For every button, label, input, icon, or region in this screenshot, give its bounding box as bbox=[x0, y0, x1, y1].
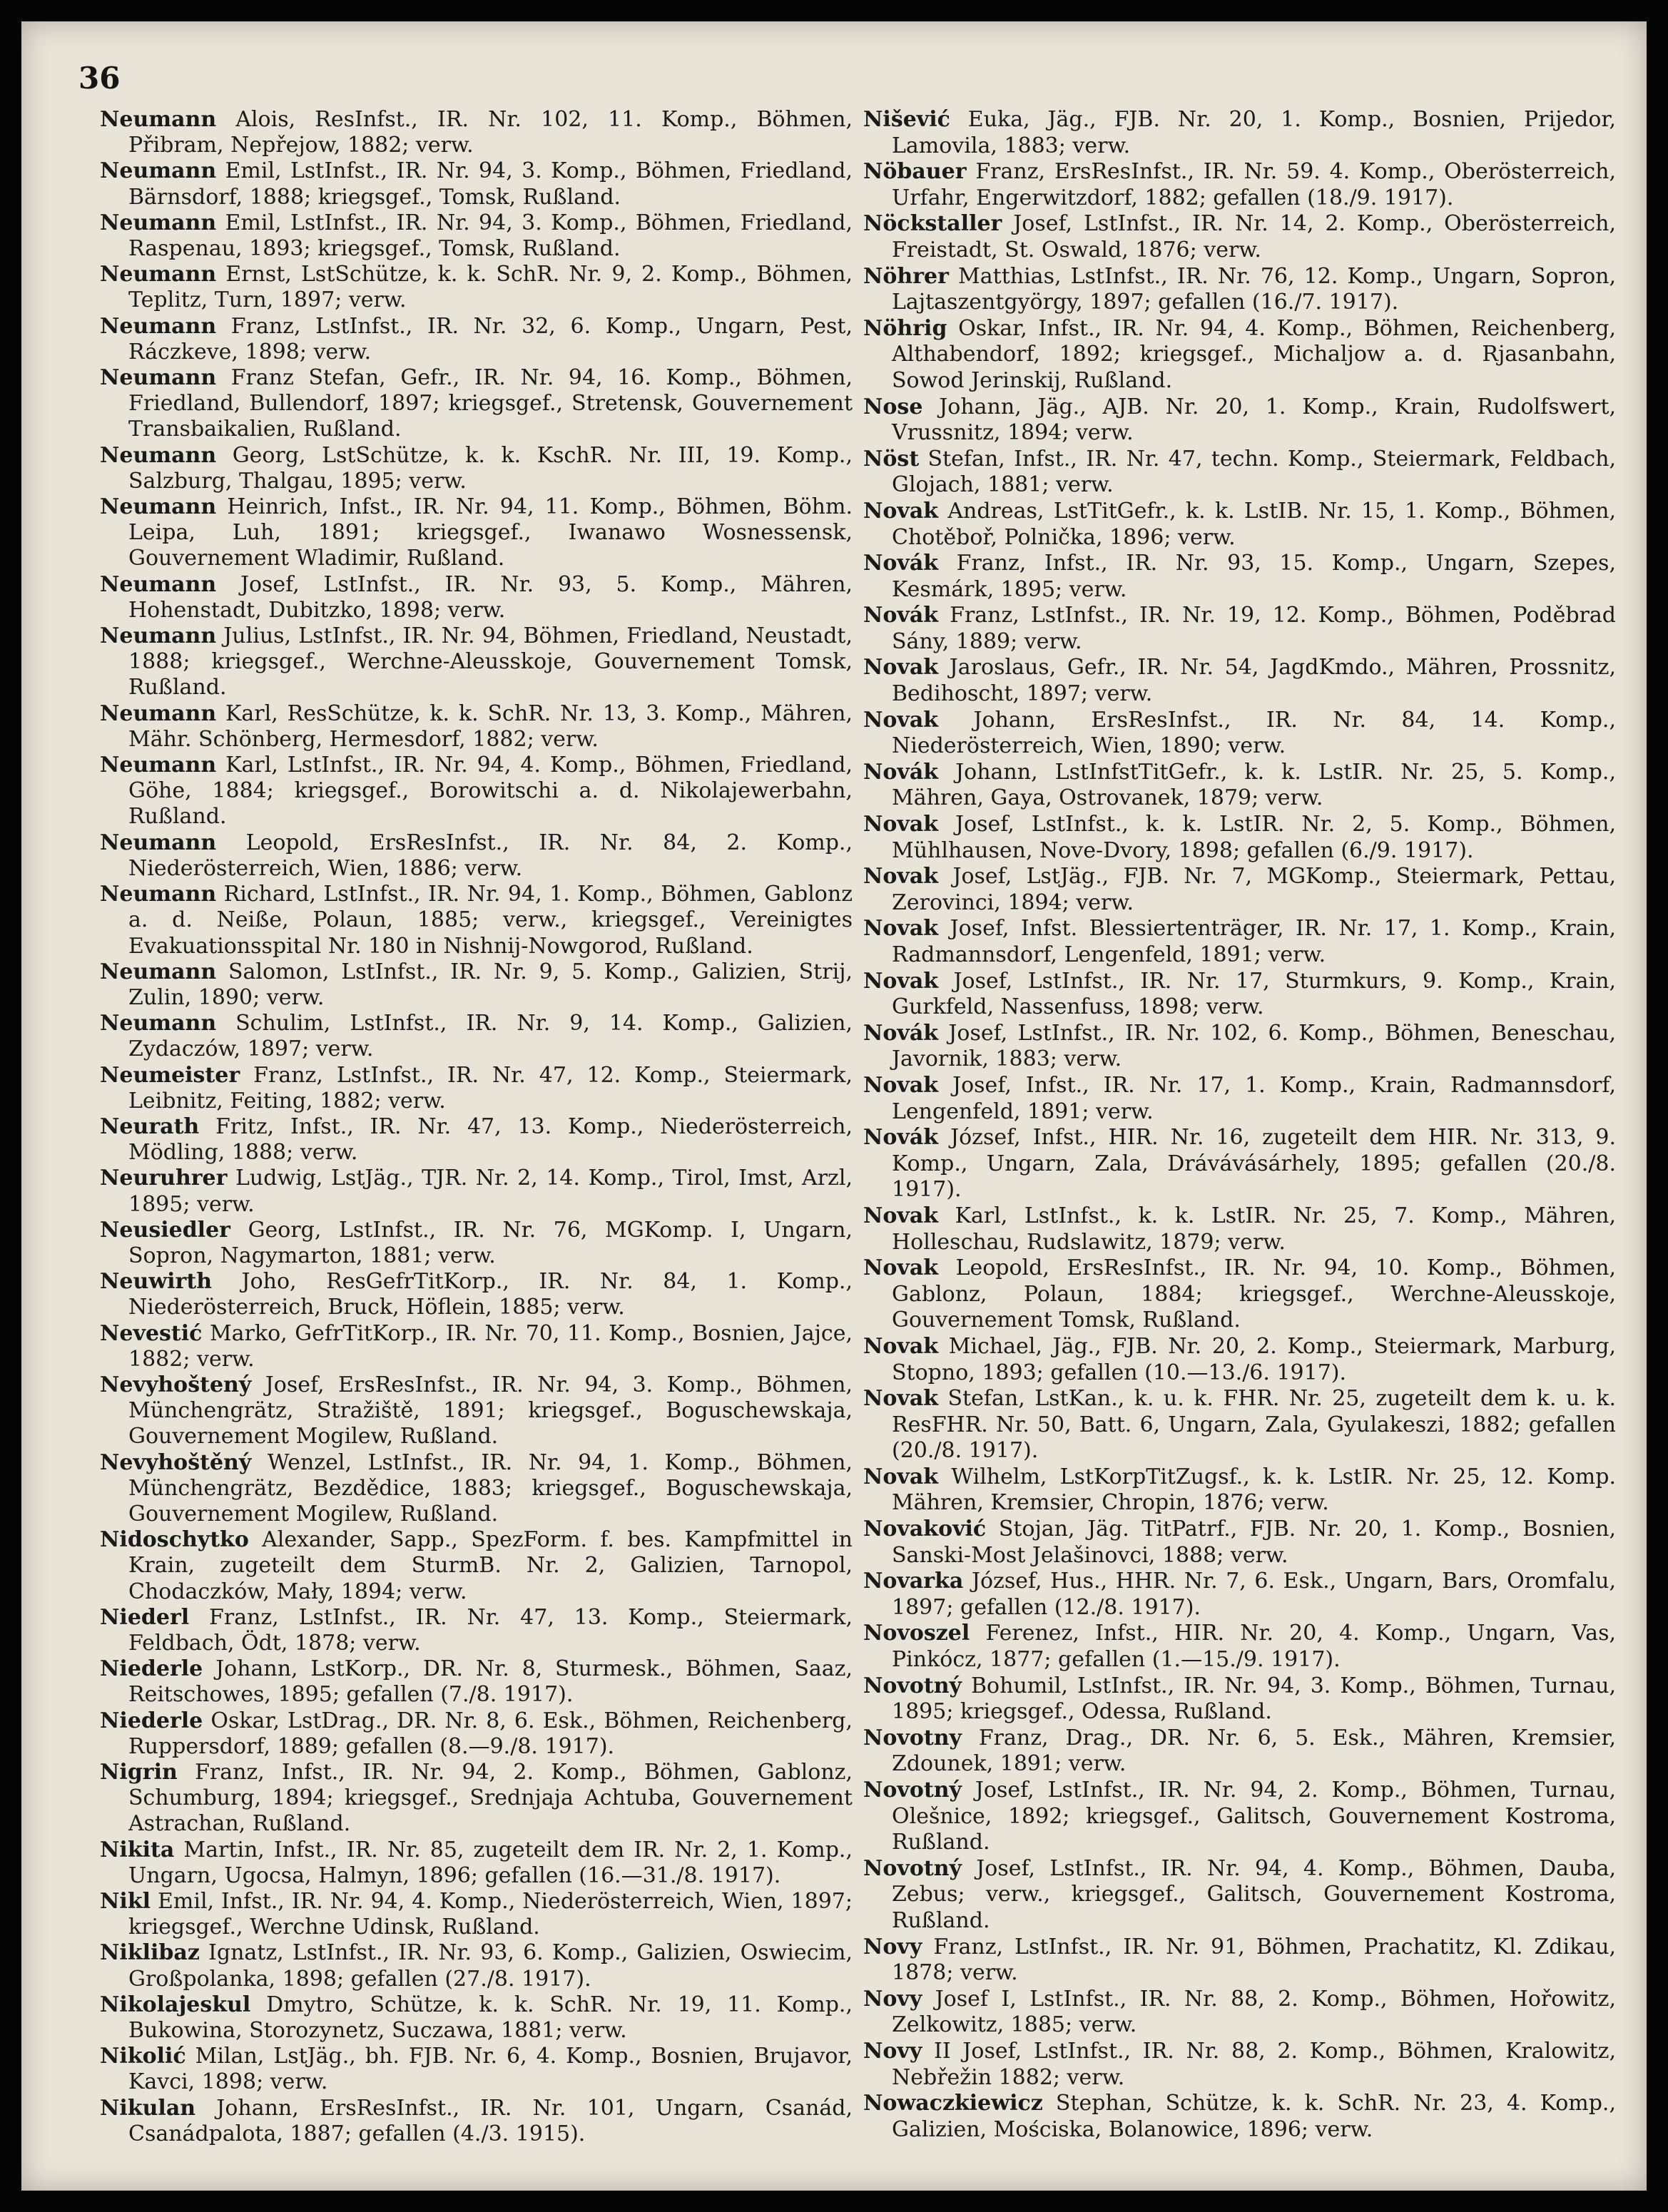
entry-details: Euka, Jäg., FJB. Nr. 20, 1. Komp., Bosnien, Prijedor, Lamovila, 1883; verw. bbox=[892, 107, 1616, 158]
entry-surname: Novaković bbox=[863, 1517, 987, 1542]
entry-surname: Novak bbox=[863, 707, 939, 733]
entry-surname: Neuruhrer bbox=[100, 1166, 228, 1191]
entry-details: Josef, LstInfst., IR. Nr. 17, Sturmkurs, 9. Komp., Krain, Gurkfeld, Nassenfuss, 1898; verw. bbox=[892, 968, 1616, 1020]
entry-surname: Novák bbox=[863, 603, 939, 628]
entry-details: Stefan, LstKan., k. u. k. FHR. Nr. 25, zugeteilt dem k. u. k. ResFHR. Nr. 50, Batt. 6, Ungarn, Zala, Gyulakeszi, 1882; gefallen (20./8. 1917). bbox=[892, 1386, 1616, 1464]
register-entry bbox=[863, 864, 1616, 916]
entry-details: Andreas, LstTitGefr., k. k. LstIB. Nr. 15, 1. Komp., Böhmen, Chotěboř, Polnička, 1896; verw. bbox=[892, 498, 1616, 550]
entry-details: Josef, LstInfst., IR. Nr. 94, 2. Komp., Böhmen, Turnau, Olešnice, 1892; kriegsgef., Galitsch, Gouvernement Kostroma, Rußland. bbox=[892, 1778, 1616, 1855]
entry-details: Josef I, LstInfst., IR. Nr. 88, 2. Komp., Böhmen, Hořowitz, Zelkowitz, 1885; verw. bbox=[892, 1986, 1616, 2038]
register-entry bbox=[863, 107, 1616, 159]
entry-details: Emil, Infst., IR. Nr. 94, 4. Komp., Niederösterreich, Wien, 1897; kriegsgef., Werchne Udinsk, Rußland. bbox=[128, 1889, 853, 1940]
entry-details: Josef, Infst. Blessiertenträger, IR. Nr. 17, 1. Komp., Krain, Radmannsdorf, Lengenfeld, 1891; verw. bbox=[892, 916, 1616, 967]
entry-details: Ferenez, Infst., HIR. Nr. 20, 4. Komp., Ungarn, Vas, Pinkócz, 1877; gefallen (1.—15./9. 1917). bbox=[892, 1621, 1617, 1673]
register-entry bbox=[863, 603, 1616, 655]
register-entry bbox=[863, 1073, 1616, 1125]
entry-details: Stefan, Infst., IR. Nr. 47, techn. Komp., Steiermark, Feldbach, Glojach, 1881; verw. bbox=[892, 446, 1616, 498]
register-entry bbox=[100, 1321, 853, 1372]
register-entry bbox=[863, 316, 1616, 394]
entry-surname: Nikl bbox=[100, 1889, 151, 1915]
entry-surname: Nowaczkiewicz bbox=[863, 2091, 1043, 2116]
register-entry bbox=[100, 2044, 853, 2095]
register-entry bbox=[100, 882, 853, 959]
entry-surname: Neumann bbox=[100, 753, 217, 778]
register-entry bbox=[863, 2039, 1616, 2091]
entry-details: Jaroslaus, Gefr., IR. Nr. 54, JagdKmdo., Mähren, Prossnitz, Bedihoscht, 1897; verw. bbox=[892, 655, 1616, 707]
entry-surname: Novák bbox=[863, 759, 939, 785]
left-column bbox=[100, 107, 853, 2147]
entry-details: Ernst, LstSchütze, k. k. SchR. Nr. 9, 2. Komp., Böhmen, Teplitz, Turn, 1897; verw. bbox=[128, 262, 853, 313]
entry-surname: Novotný bbox=[863, 1778, 962, 1803]
entry-details: Martin, Infst., IR. Nr. 85, zugeteilt dem IR. Nr. 2, 1. Komp., Ungarn, Ugocsa, Halmyn, 1896; gefallen (16.—31./8. 1917). bbox=[128, 1837, 853, 1888]
entry-surname: Nöbauer bbox=[863, 159, 967, 185]
entry-details: Richard, LstInfst., IR. Nr. 94, 1. Komp., Böhmen, Gablonz a. d. Neiße, Polaun, 1885; verw., kriegsgef., Vereinigtes Evakuationsspital Nr. 180 in Nishnij-Nowgorod, Rußland. bbox=[128, 882, 853, 959]
register-entry bbox=[100, 1269, 853, 1320]
register-entry bbox=[863, 551, 1616, 603]
entry-surname: Novotný bbox=[863, 1855, 962, 1881]
entry-details: II Josef, LstInfst., IR. Nr. 88, 2. Komp., Böhmen, Kralowitz, Nebřežin 1882; verw. bbox=[892, 2038, 1616, 2090]
entry-details: Georg, LstSchütze, k. k. KschR. Nr. III, 19. Komp., Salzburg, Thalgau, 1895; verw. bbox=[128, 442, 853, 494]
entry-details: Franz, LstInfst., IR. Nr. 32, 6. Komp., Ungarn, Pest, Ráczkeve, 1898; verw. bbox=[128, 313, 853, 365]
register-entry bbox=[100, 2096, 853, 2147]
entry-surname: Nose bbox=[863, 394, 923, 419]
entry-details: Oskar, LstDrag., DR. Nr. 8, 6. Esk., Böhmen, Reichenberg, Ruppersdorf, 1889; gefallen (8.—9./8. 1917). bbox=[128, 1708, 853, 1759]
register-entry bbox=[100, 1889, 853, 1940]
entry-surname: Nöckstaller bbox=[863, 211, 1002, 237]
entry-surname: Neumann bbox=[100, 1011, 217, 1036]
entry-surname: Novak bbox=[863, 498, 939, 524]
entry-surname: Novy bbox=[863, 1934, 922, 1959]
register-entry bbox=[100, 830, 853, 882]
entry-details: Josef, LstInfst., k. k. LstIR. Nr. 2, 5. Komp., Böhmen, Mühlhausen, Nove-Dvory, 1898; gefallen (6./9. 1917). bbox=[892, 812, 1616, 863]
register-entry bbox=[100, 1992, 853, 2044]
entry-surname: Niederl bbox=[100, 1604, 190, 1630]
entry-surname: Neumann bbox=[100, 494, 217, 520]
entry-surname: Neumann bbox=[100, 210, 217, 235]
page-number: 36 bbox=[78, 61, 121, 96]
register-entry bbox=[863, 394, 1616, 447]
register-entry bbox=[100, 572, 853, 623]
entry-surname: Novak bbox=[863, 1386, 939, 1412]
register-entry bbox=[863, 1621, 1616, 1673]
entry-surname: Nišević bbox=[863, 107, 950, 132]
register-entry bbox=[863, 159, 1616, 211]
entry-surname: Novak bbox=[863, 1333, 939, 1359]
register-entry bbox=[100, 959, 853, 1011]
entry-surname: Neumann bbox=[100, 442, 217, 468]
register-entry bbox=[863, 447, 1616, 499]
register-entry bbox=[863, 760, 1616, 812]
register-entry bbox=[863, 1464, 1616, 1517]
entry-surname: Novak bbox=[863, 812, 939, 837]
entry-surname: Neumann bbox=[100, 158, 217, 184]
entry-details: Heinrich, Infst., IR. Nr. 94, 11. Komp., Böhmen, Böhm. Leipa, Luh, 1891; kriegsgef., Iwanawo Wosnessensk, Gouvernement Wladimir, Rußland. bbox=[128, 494, 853, 571]
entry-details: Franz, Infst., IR. Nr. 93, 15. Komp., Ungarn, Szepes, Kesmárk, 1895; verw. bbox=[892, 551, 1616, 602]
entry-details: Ludwig, LstJäg., TJR. Nr. 2, 14. Komp., Tirol, Imst, Arzl, 1895; verw. bbox=[128, 1166, 853, 1217]
entry-surname: Neusiedler bbox=[100, 1217, 230, 1243]
entry-details: Karl, LstInfst., IR. Nr. 94, 4. Komp., Böhmen, Friedland, Göhe, 1884; kriegsgef., Borowitschi a. d. Nikolajewerbahn, Rußland. bbox=[128, 753, 853, 830]
register-entry bbox=[863, 1125, 1616, 1203]
entry-details: Dmytro, Schütze, k. k. SchR. Nr. 19, 11. Komp., Bukowina, Storozynetz, Suczawa, 1881; verw. bbox=[128, 1992, 853, 2044]
entry-details: Matthias, LstInfst., IR. Nr. 76, 12. Komp., Ungarn, Sopron, Lajtaszentgyörgy, 1897; gefallen (16./7. 1917). bbox=[892, 263, 1616, 315]
entry-details: Julius, LstInfst., IR. Nr. 94, Böhmen, Friedland, Neustadt, 1888; kriegsgef., Werchne-Aleusskoje, Gouvernement Tomsk, Rußland. bbox=[128, 623, 853, 700]
register-entry bbox=[863, 1255, 1616, 1334]
register-entry bbox=[863, 969, 1616, 1021]
register-entry bbox=[863, 1987, 1616, 2039]
entry-details: József, Infst., HIR. Nr. 16, zugeteilt dem HIR. Nr. 313, 9. Komp., Ungarn, Zala, Drávávásárhely, 1895; gefallen (20./8. 1917). bbox=[892, 1125, 1616, 1203]
entry-details: Leopold, ErsResInfst., IR. Nr. 94, 10. Komp., Böhmen, Gablonz, Polaun, 1884; kriegsgef., Werchne-Aleusskoje, Gouvernement Tomsk, Rußland. bbox=[892, 1255, 1616, 1333]
entry-details: Franz, LstInfst., IR. Nr. 47, 13. Komp., Steiermark, Feldbach, Ödt, 1878; verw. bbox=[128, 1604, 853, 1656]
entry-surname: Neuwirth bbox=[100, 1269, 213, 1295]
entry-details: Franz, LstInfst., IR. Nr. 91, Böhmen, Prachatitz, Kl. Zdikau, 1878; verw. bbox=[892, 1934, 1616, 1986]
entry-details: Johann, ErsResInfst., IR. Nr. 101, Ungarn, Csanád, Csanádpalota, 1887; gefallen (4./3. 1915). bbox=[128, 2095, 853, 2146]
entry-details: Josef, LstInfst., IR. Nr. 102, 6. Komp., Böhmen, Beneschau, Javornik, 1883; verw. bbox=[892, 1020, 1616, 1072]
register-entry bbox=[100, 701, 853, 753]
register-entry bbox=[100, 1218, 853, 1269]
register-entry bbox=[100, 1450, 853, 1528]
entry-details: Josef, LstInfst., IR. Nr. 14, 2. Komp., Oberösterreich, Freistadt, St. Oswald, 1876; verw. bbox=[892, 211, 1616, 263]
entry-surname: Neumann bbox=[100, 700, 217, 726]
entry-details: Schulim, LstInfst., IR. Nr. 9, 14. Komp., Galizien, Zydaczów, 1897; verw. bbox=[128, 1011, 853, 1062]
entry-details: Franz Stefan, Gefr., IR. Nr. 94, 16. Komp., Böhmen, Friedland, Bullendorf, 1897; kriegsgef., Stretensk, Gouvernement Transbaikalien, Rußland. bbox=[128, 365, 853, 442]
entry-surname: Nevestić bbox=[100, 1320, 203, 1346]
register-entry bbox=[100, 107, 853, 158]
entry-details: Johann, Jäg., AJB. Nr. 20, 1. Komp., Krain, Rudolfswert, Vrussnitz, 1894; verw. bbox=[892, 394, 1616, 446]
entry-details: Stephan, Schütze, k. k. SchR. Nr. 23, 4. Komp., Galizien, Mościska, Bolanowice, 1896; verw. bbox=[892, 2091, 1616, 2142]
entry-surname: Novák bbox=[863, 551, 939, 576]
register-entry bbox=[100, 314, 853, 365]
entry-details: Wenzel, LstInfst., IR. Nr. 94, 1. Komp., Böhmen, Münchengrätz, Bezdědice, 1883; kriegsgef., Boguschewskaja, Gouvernement Mogilew, Rußland. bbox=[128, 1449, 853, 1527]
document-page bbox=[21, 21, 1647, 2191]
register-entry bbox=[100, 1838, 853, 1889]
entry-surname: Novak bbox=[863, 1464, 939, 1489]
entry-details: Salomon, LstInfst., IR. Nr. 9, 5. Komp., Galizien, Strij, Zulin, 1890; verw. bbox=[128, 959, 853, 1010]
entry-surname: Nevyhoštený bbox=[100, 1372, 252, 1397]
register-entry bbox=[863, 916, 1616, 968]
register-entry bbox=[863, 1726, 1616, 1778]
register-entry bbox=[100, 494, 853, 572]
entry-surname: Novák bbox=[863, 1125, 939, 1151]
entry-surname: Novak bbox=[863, 1203, 939, 1228]
entry-details: Karl, LstInfst., k. k. LstIR. Nr. 25, 7. Komp., Mähren, Holleschau, Rudslawitz, 1879; verw. bbox=[892, 1203, 1616, 1255]
entry-details: Johann, LstInfstTitGefr., k. k. LstIR. Nr. 25, 5. Komp., Mähren, Gaya, Ostrovanek, 1879; verw. bbox=[892, 759, 1616, 811]
entry-details: Josef, ErsResInfst., IR. Nr. 94, 3. Komp., Böhmen, Münchengrätz, Stražiště, 1891; kriegsgef., Boguschewskaja, Gouvernement Mogilew, Rußland. bbox=[128, 1372, 853, 1449]
register-entry bbox=[100, 262, 853, 313]
entry-details: Franz, ErsResInfst., IR. Nr. 59. 4. Komp., Oberösterreich, Urfahr, Engerwitzdorf, 1882; gefallen (18./9. 1917). bbox=[892, 159, 1616, 210]
entry-details: Bohumil, LstInfst., IR. Nr. 94, 3. Komp., Böhmen, Turnau, 1895; kriegsgef., Odessa, Rußland. bbox=[892, 1673, 1617, 1725]
register-entry bbox=[863, 1569, 1616, 1621]
register-entry bbox=[100, 1605, 853, 1656]
register-entry bbox=[863, 211, 1616, 263]
entry-details: Johann, LstKorp., DR. Nr. 8, Sturmesk., Böhmen, Saaz, Reitschowes, 1895; gefallen (7./8. 1917). bbox=[128, 1656, 853, 1708]
entry-surname: Nöhrig bbox=[863, 315, 947, 341]
register-entry bbox=[100, 443, 853, 494]
entry-surname: Nikolajeskul bbox=[100, 1992, 251, 2017]
entry-surname: Novak bbox=[863, 1072, 939, 1098]
entry-surname: Neumann bbox=[100, 107, 217, 132]
entry-details: Oskar, Infst., IR. Nr. 94, 4. Komp., Böhmen, Reichenberg, Althabendorf, 1892; kriegsgef., Michaljow a. d. Rjasanbahn, Sowod Jerinskij, Rußland. bbox=[892, 315, 1616, 393]
register-entry bbox=[863, 1203, 1616, 1255]
entry-surname: Neumann bbox=[100, 882, 217, 907]
register-entry bbox=[100, 1063, 853, 1114]
register-entry bbox=[100, 623, 853, 701]
entry-surname: Neumann bbox=[100, 571, 217, 597]
entry-surname: Novak bbox=[863, 1255, 939, 1281]
register-entry bbox=[863, 812, 1616, 864]
entry-surname: Novak bbox=[863, 864, 939, 890]
entry-details: Leopold, ErsResInfst., IR. Nr. 84, 2. Komp., Niederösterreich, Wien, 1886; verw. bbox=[128, 830, 853, 881]
entry-surname: Nidoschytko bbox=[100, 1527, 249, 1553]
entry-details: Alois, ResInfst., IR. Nr. 102, 11. Komp., Böhmen, Přibram, Nepřejow, 1882; verw. bbox=[128, 107, 853, 158]
entry-details: Josef, LstJäg., FJB. Nr. 7, MGKomp., Steiermark, Pettau, Zerovinci, 1894; verw. bbox=[892, 864, 1616, 915]
entry-details: Emil, LstInfst., IR. Nr. 94, 3. Komp., Böhmen, Friedland, Bärnsdorf, 1888; kriegsgef., Tomsk, Rußland. bbox=[128, 158, 853, 210]
entry-surname: Neumann bbox=[100, 830, 217, 855]
entry-details: Josef, Infst., IR. Nr. 17, 1. Komp., Krain, Radmannsdorf, Lengenfeld, 1891; verw. bbox=[892, 1072, 1616, 1124]
entry-details: Fritz, Infst., IR. Nr. 47, 13. Komp., Niederösterreich, Mödling, 1888; verw. bbox=[128, 1113, 853, 1166]
register-entry bbox=[863, 655, 1616, 707]
register-entry bbox=[863, 1021, 1616, 1073]
entry-details: József, Hus., HHR. Nr. 7, 6. Esk., Ungarn, Bars, Oromfalu, 1897; gefallen (12./8. 1917). bbox=[892, 1569, 1616, 1620]
entry-details: Franz, LstInfst., IR. Nr. 47, 12. Komp., Steiermark, Leibnitz, Feiting, 1882; verw. bbox=[128, 1062, 853, 1113]
entry-surname: Neumann bbox=[100, 959, 217, 984]
entry-surname: Neumann bbox=[100, 365, 217, 391]
register-entry bbox=[863, 499, 1616, 551]
entry-details: Stojan, Jäg. TitPatrf., FJB. Nr. 20, 1. Komp., Bosnien, Sanski-Most Jelašinovci, 1888; verw. bbox=[892, 1517, 1616, 1568]
entry-details: Karl, ResSchütze, k. k. SchR. Nr. 13, 3. Komp., Mähren, Mähr. Schönberg, Hermesdorf, 1882; verw. bbox=[128, 700, 853, 752]
register-entry bbox=[863, 1673, 1616, 1726]
entry-surname: Novoszel bbox=[863, 1621, 970, 1646]
entry-details: Milan, LstJäg., bh. FJB. Nr. 6, 4. Komp., Bosnien, Brujavor, Kavci, 1898; verw. bbox=[128, 2044, 853, 2095]
entry-surname: Novák bbox=[863, 1020, 939, 1046]
entry-details: Georg, LstInfst., IR. Nr. 76, MGKomp. I, Ungarn, Sopron, Nagymarton, 1881; verw. bbox=[128, 1217, 853, 1268]
entry-surname: Nikulan bbox=[100, 2095, 196, 2121]
entry-surname: Nevyhoštěný bbox=[100, 1449, 252, 1475]
entry-surname: Niederle bbox=[100, 1708, 203, 1733]
entry-surname: Novak bbox=[863, 968, 939, 994]
entry-surname: Novy bbox=[863, 1986, 922, 2012]
entry-surname: Neumann bbox=[100, 623, 217, 649]
entry-details: Franz, LstInfst., IR. Nr. 19, 12. Komp., Böhmen, Poděbrad Sány, 1889; verw. bbox=[892, 603, 1616, 654]
entry-surname: Neumann bbox=[100, 262, 217, 287]
entry-surname: Novy bbox=[863, 2038, 922, 2064]
register-entry bbox=[863, 1935, 1616, 1987]
entry-details: Alexander, Sapp., SpezForm. f. bes. Kampfmittel in Krain, zugeteilt dem SturmB. Nr. 2, Galizien, Tarnopol, Chodaczków, Mały, 1894; verw. bbox=[128, 1527, 853, 1604]
register-entry bbox=[863, 1334, 1616, 1386]
register-entry bbox=[863, 1778, 1616, 1856]
register-entry bbox=[100, 1708, 853, 1760]
entry-surname: Neurath bbox=[100, 1113, 200, 1139]
entry-details: Franz, Infst., IR. Nr. 94, 2. Komp., Böhmen, Gablonz, Schumburg, 1894; kriegsgef., Srednjaja Achtuba, Gouvernement Astrachan, Rußland. bbox=[128, 1760, 853, 1837]
entry-surname: Novak bbox=[863, 655, 939, 681]
entry-surname: Neumann bbox=[100, 313, 217, 339]
register-entry bbox=[100, 365, 853, 443]
entry-details: Emil, LstInfst., IR. Nr. 94, 3. Komp., Böhmen, Friedland, Raspenau, 1893; kriegsgef., Tomsk, Rußland. bbox=[128, 210, 853, 262]
register-entry bbox=[100, 1372, 853, 1450]
register-entry bbox=[100, 158, 853, 210]
entry-details: Franz, Drag., DR. Nr. 6, 5. Esk., Mähren, Kremsier, Zdounek, 1891; verw. bbox=[892, 1725, 1616, 1777]
register-entry bbox=[100, 210, 853, 262]
entry-surname: Niklibaz bbox=[100, 1940, 200, 1966]
entry-details: Josef, LstInfst., IR. Nr. 94, 4. Komp., Böhmen, Dauba, Zebus; verw., kriegsgef., Galitsch, Gouvernement Kostroma, Rußland. bbox=[892, 1855, 1617, 1933]
register-entry bbox=[863, 2091, 1616, 2143]
entry-details: Ignatz, LstInfst., IR. Nr. 93, 6. Komp., Galizien, Oswiecim, Großpolanka, 1898; gefallen (27./8. 1917). bbox=[128, 1940, 853, 1992]
register-entry bbox=[863, 1517, 1616, 1569]
register-entry bbox=[100, 1940, 853, 1992]
register-entry bbox=[863, 1386, 1616, 1464]
entry-details: Josef, LstInfst., IR. Nr. 93, 5. Komp., Mähren, Hohenstadt, Dubitzko, 1898; verw. bbox=[128, 571, 853, 623]
entry-details: Michael, Jäg., FJB. Nr. 20, 2. Komp., Steiermark, Marburg, Stopno, 1893; gefallen (10.—13./6. 1917). bbox=[892, 1333, 1616, 1385]
register-entry bbox=[100, 753, 853, 830]
entry-details: Marko, GefrTitKorp., IR. Nr. 70, 11. Komp., Bosnien, Jajce, 1882; verw. bbox=[128, 1320, 853, 1372]
register-entry bbox=[100, 1527, 853, 1605]
register-entry bbox=[100, 1114, 853, 1166]
entry-surname: Nöhrer bbox=[863, 263, 949, 289]
right-column bbox=[863, 107, 1616, 2143]
register-entry bbox=[100, 1011, 853, 1062]
entry-details: Joho, ResGefrTitKorp., IR. Nr. 84, 1. Komp., Niederösterreich, Bruck, Höflein, 1885; verw. bbox=[128, 1269, 853, 1320]
entry-surname: Neumeister bbox=[100, 1062, 240, 1088]
register-entry bbox=[100, 1760, 853, 1838]
entry-surname: Nigrin bbox=[100, 1760, 178, 1785]
register-entry bbox=[863, 264, 1616, 316]
entry-surname: Novarka bbox=[863, 1569, 964, 1594]
entry-details: Johann, ErsResInfst., IR. Nr. 84, 14. Komp., Niederösterreich, Wien, 1890; verw. bbox=[892, 707, 1616, 759]
entry-surname: Novotny bbox=[863, 1725, 962, 1750]
entry-surname: Nikolić bbox=[100, 2044, 186, 2069]
entry-surname: Novotný bbox=[863, 1673, 962, 1698]
register-entry bbox=[100, 1166, 853, 1217]
register-entry bbox=[100, 1656, 853, 1708]
register-entry bbox=[863, 1856, 1616, 1935]
entry-details: Wilhelm, LstKorpTitZugsf., k. k. LstIR. Nr. 25, 12. Komp. Mähren, Kremsier, Chropin, 1876; verw. bbox=[892, 1464, 1616, 1516]
entry-surname: Nikita bbox=[100, 1837, 175, 1862]
entry-surname: Niederle bbox=[100, 1656, 203, 1682]
entry-surname: Nöst bbox=[863, 446, 920, 472]
entry-surname: Novak bbox=[863, 916, 939, 942]
register-entry bbox=[863, 708, 1616, 760]
